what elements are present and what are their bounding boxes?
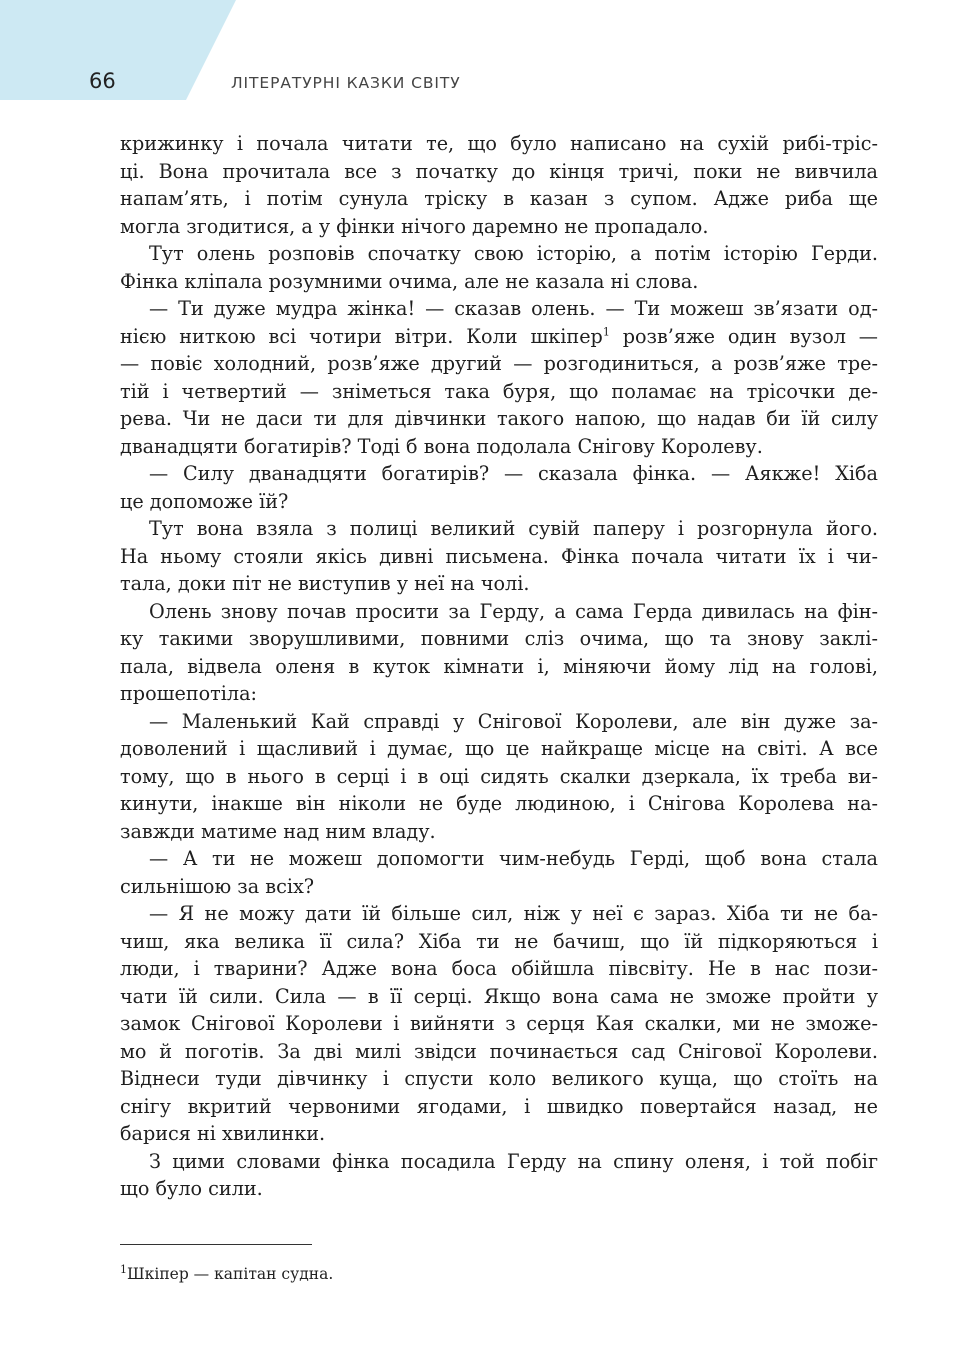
- text-line: Тут олень розповів спочатку свою історію, а потім історію Герди.: [149, 242, 878, 265]
- footnote-marker: 1: [602, 325, 610, 339]
- text-line: сильнішою за всіх?: [120, 874, 315, 898]
- text-line: ку такими зворушливими, повними сліз очима, що та знову заклі-: [120, 627, 878, 650]
- text-line: мо й поготів. За дві милі звідси починається сад Снігової Королеви.: [120, 1039, 878, 1063]
- text-line: крижинку і почала читати те, що було написано на сухій рибі-тріс-: [120, 132, 878, 155]
- footnote: [120, 1262, 334, 1283]
- text-line: ці. Вона прочитала все з початку до кінця тричі, поки не вивчила: [120, 159, 878, 183]
- text-line: кинути, інакше він ніколи не буде людиною, і Снігова Королева на-: [120, 792, 878, 815]
- text-line: завжди матиме над ним владу.: [120, 819, 436, 843]
- text-line: прошепотіла:: [120, 682, 258, 705]
- text-line: На ньому стояли якісь дивні письмена. Фінка почала читати їх і чи-: [120, 544, 878, 568]
- text-line: люди, і тварини? Адже вона боса обійшла півсвіту. Не в нас пози-: [120, 957, 878, 980]
- text-line: — Ти дуже мудра жінка! — сказав олень. — Ти можеш зв’язати од-: [149, 297, 878, 320]
- text-line: що було сили.: [120, 1177, 263, 1200]
- text-line: це допоможе їй?: [120, 489, 289, 513]
- text-line: — А ти не можеш допомогти чим-небудь Герді, щоб вона стала: [149, 847, 878, 870]
- text-line: снігу вкритий червоними ягодами, і швидко повертайся назад, не: [120, 1094, 878, 1118]
- footnote-separator: [120, 1244, 312, 1245]
- text-line: — Маленький Кай справді у Снігової Королеви, але він дуже за-: [149, 709, 878, 733]
- text-line: Олень знову почав просити за Герду, а сама Герда дивилась на фін-: [149, 599, 878, 623]
- footnote-text: Шкіпер — капітан судна.: [127, 1265, 334, 1283]
- text-line: барися ні хвилинки.: [120, 1122, 326, 1145]
- header-tab-shape: [0, 0, 236, 100]
- running-title: ЛІТЕРАТУРНІ КАЗКИ СВІТУ: [231, 74, 461, 92]
- text-line: пала, відвела оленя в куток кімнати і, міняючи йому лід на голові,: [120, 654, 878, 678]
- body-text: [120, 130, 878, 1203]
- text-line: З цими словами фінка посадила Герду на спину оленя, і той побіг: [149, 1149, 878, 1173]
- page-number: 66: [89, 69, 116, 93]
- text-line: дванадцяти богатирів? Тоді б вона подолала Снігову Королеву.: [120, 434, 763, 458]
- text-line: замок Снігової Королеви і вийняти з серця Кая скалки, ми не зможе-: [120, 1012, 878, 1035]
- text-line: Віднеси туди дівчинку і спусти коло великого куща, що стоїть на: [120, 1067, 878, 1090]
- text-line: — Я не можу дати їй більше сил, ніж у неї є зараз. Хіба ти не ба-: [149, 902, 878, 925]
- text-line: чиш, яка велика її сила? Хіба ти не бачиш, що їй підкоряються і: [120, 929, 878, 953]
- text-line: — Силу дванадцяти богатирів? — сказала фінка. — Аякже! Хіба: [149, 462, 878, 485]
- text-line: тому, що в нього в серці і в оці сидять скалки дзеркала, їх треба ви-: [120, 764, 878, 788]
- text-line: [120, 323, 878, 351]
- text-line: — повіє холодний, розв’яже другий — розгодиниться, а розв’яже тре-: [120, 352, 878, 375]
- footnote-marker: 1: [120, 1262, 127, 1276]
- text-line: могла згодитися, а у фінки нічого даремно не пропадало.: [120, 214, 709, 238]
- text-line: чати їй сили. Сила — в її серці. Якщо вона сама не зможе пройти у: [120, 984, 878, 1008]
- text-line: тала, доки піт не виступив у неї на чолі.: [120, 572, 530, 595]
- text-line: рева. Чи не даси ти для дівчинки такого напою, що надав би їй силу: [120, 407, 878, 430]
- text-line: Фінка кліпала розумними очима, але не казала ні слова.: [120, 269, 699, 293]
- text-line: тій і четвертий — зніметься така буря, що поламає на трісочки де-: [120, 379, 878, 403]
- text-line: напам’ять, і потім сунула тріску в казан з супом. Адже риба ще: [120, 187, 878, 210]
- text-line: Тут вона взяла з полиці великий сувій паперу і розгорнула його.: [149, 517, 878, 540]
- text-segment: нією ниткою всі чотири вітри. Коли шкіпер: [120, 324, 603, 348]
- text-segment: розв’яже один вузол —: [609, 324, 878, 348]
- text-line: доволений і щасливий і думає, що це найкраще місце на світі. А все: [120, 737, 878, 760]
